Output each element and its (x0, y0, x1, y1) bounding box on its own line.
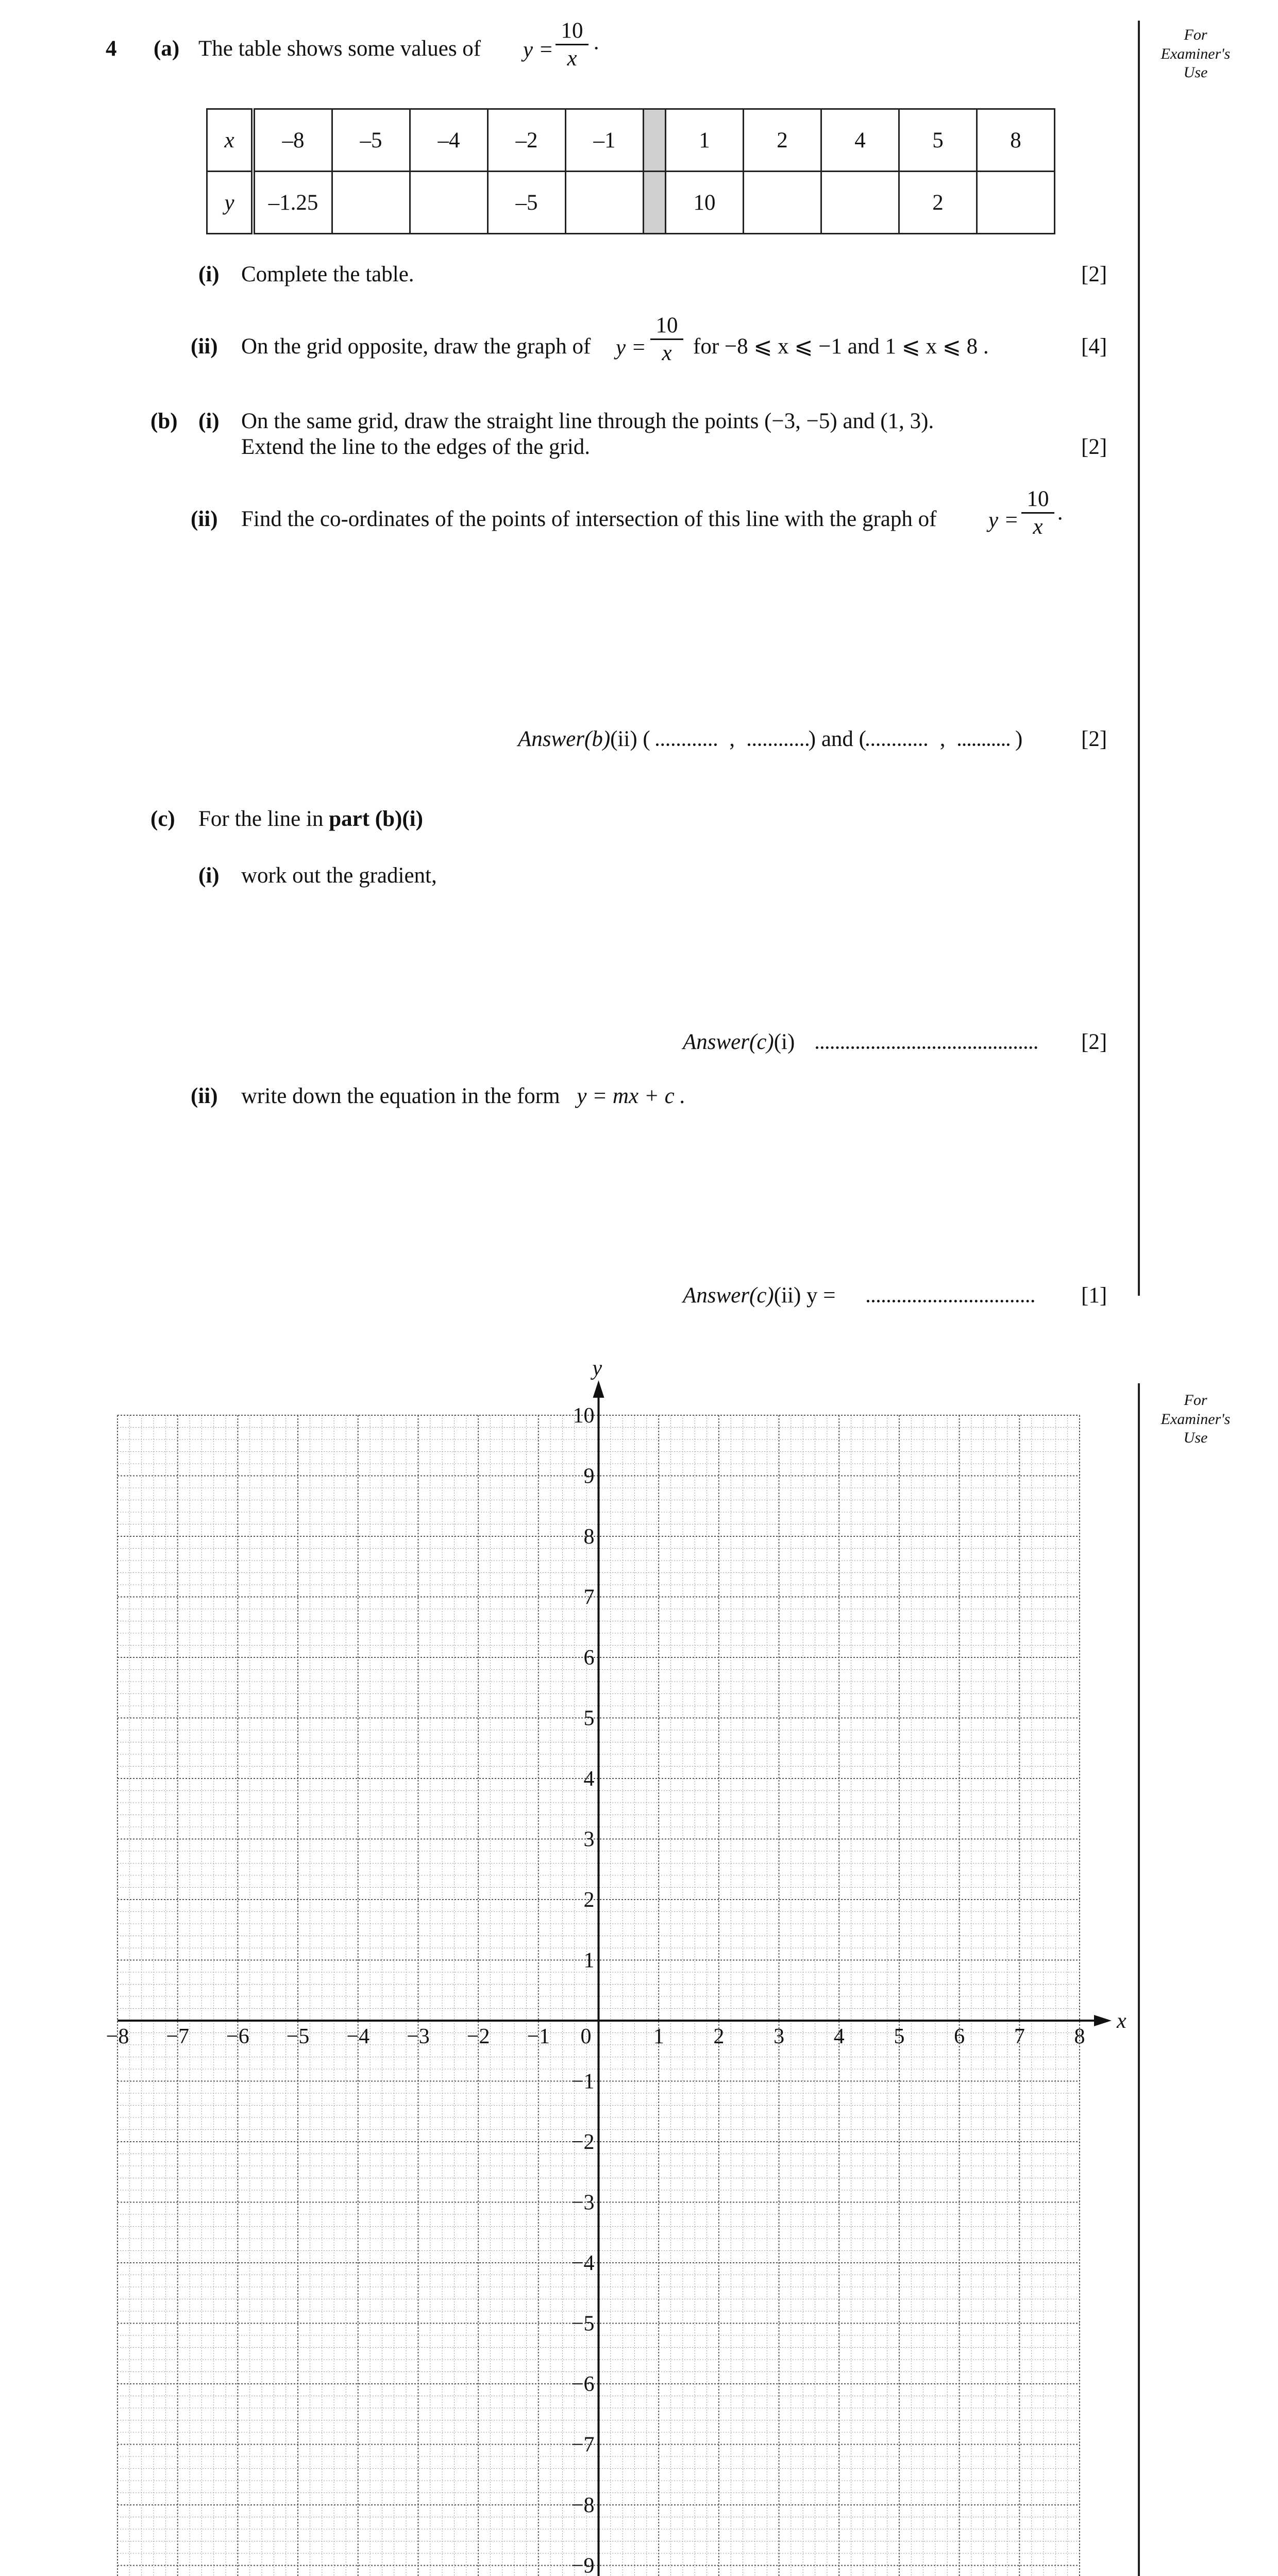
table-cell-y-blank[interactable] (977, 172, 1055, 234)
table-gap-cell (644, 109, 666, 172)
formula-denominator: x (662, 341, 672, 366)
answer-b-ii (518, 726, 1022, 752)
table-cell-y-blank[interactable] (821, 172, 899, 234)
y-tick-label: 6 (583, 1646, 595, 1670)
x-tick-label: 1 (653, 2025, 664, 2048)
x-tick-label: 5 (894, 2025, 905, 2048)
answer-comma: , (939, 727, 946, 751)
table-cell-y: 2 (899, 172, 977, 234)
formula-dot-a: · (593, 37, 600, 61)
answer-comma: , (729, 727, 735, 751)
formula-numerator: 10 (655, 313, 678, 337)
fraction-bar (556, 44, 588, 45)
formula-denominator: x (567, 46, 577, 71)
table-cell-y-blank[interactable] (332, 172, 410, 234)
table-row-x (207, 109, 1055, 172)
table-row-y (207, 172, 1055, 234)
y-tick-label: −2 (571, 2130, 595, 2154)
x-tick-label: 8 (1074, 2025, 1085, 2048)
formula-fraction-a-ii (650, 313, 683, 366)
y-tick-label: −1 (571, 2070, 595, 2094)
answer-blank[interactable] (866, 743, 927, 746)
part-c-i-label: (i) (198, 863, 220, 888)
examiner-use-label-bottom: For Examiner's Use (1161, 1392, 1231, 1447)
answer-c-ii (683, 1283, 1034, 1308)
y-tick-label: 10 (573, 1404, 595, 1428)
y-tick-label: 1 (583, 1948, 595, 1973)
y-tick-label: 9 (583, 1464, 595, 1488)
part-c-ii-form: y = mx + c . (577, 1084, 686, 1108)
table-cell-x: –5 (332, 109, 410, 172)
formula-dot-b-ii: · (1056, 507, 1064, 531)
formula-fraction-a (556, 19, 588, 71)
part-c-ii-label: (ii) (191, 1084, 218, 1108)
part-c-intro (198, 806, 423, 832)
part-c-i-marks: [2] (1081, 1030, 1107, 1054)
part-b-i-label: (i) (198, 409, 220, 433)
x-tick-label: −1 (527, 2025, 550, 2048)
y-tick-label: −6 (571, 2372, 595, 2396)
y-tick-label: 3 (583, 1827, 595, 1852)
table-cell-x: –1 (566, 109, 644, 172)
part-b-i-marks: [2] (1081, 435, 1107, 459)
x-tick-label: −2 (466, 2025, 490, 2048)
answer-blank[interactable] (656, 743, 717, 746)
answer-part: (ii) y = (773, 1283, 836, 1308)
part-b-label: (b) (150, 409, 178, 433)
part-b-ii-label: (ii) (191, 507, 218, 531)
part-a-i-label: (i) (198, 262, 220, 286)
x-tick-label: 2 (713, 2025, 725, 2048)
table-header-x: x (207, 109, 254, 172)
table-cell-x: 2 (744, 109, 821, 172)
y-tick-label: −5 (571, 2312, 595, 2336)
y-tick-label: 8 (583, 1525, 595, 1549)
part-a-ii-label: (ii) (191, 334, 218, 359)
part-b-ii-text: Find the co-ordinates of the points of intersection of this line with the graph of (241, 507, 937, 531)
examiner-use-label-top: For Examiner's Use (1161, 26, 1231, 81)
part-c-intro-ref: part (b)(i) (329, 807, 423, 831)
table-cell-y: –1.25 (253, 172, 332, 234)
part-a-ii-text: On the grid opposite, draw the graph of (241, 334, 591, 359)
answer-c-i (683, 1029, 1037, 1055)
answer-close: ) (1015, 727, 1023, 751)
table-cell-x: –2 (488, 109, 566, 172)
y-tick-label: −7 (571, 2433, 595, 2457)
x-tick-label: −7 (166, 2025, 190, 2048)
part-a-i-text: Complete the table. (241, 262, 414, 286)
answer-blank[interactable] (958, 743, 1010, 746)
formula-denominator: x (1033, 515, 1043, 539)
formula-lhs-b-ii: y = (988, 508, 1019, 532)
table-cell-y-blank[interactable] (410, 172, 488, 234)
fraction-bar (650, 338, 683, 340)
answer-blank[interactable] (816, 1046, 1037, 1049)
x-tick-label: −3 (407, 2025, 430, 2048)
y-tick-label: 2 (583, 1888, 595, 1912)
formula-numerator: 10 (561, 19, 583, 43)
table-cell-x: –4 (410, 109, 488, 172)
part-b-i-line2: Extend the line to the edges of the grid. (241, 435, 591, 459)
question-number: 4 (106, 37, 117, 61)
x-axis-arrow (1094, 2015, 1112, 2026)
answer-and: ) and ( (808, 727, 866, 751)
graph-grid[interactable] (0, 1360, 1149, 2576)
table-gap-cell (644, 172, 666, 234)
part-c-intro-text: For the line in (198, 807, 324, 831)
y-axis-label: y (592, 1360, 602, 1380)
table-cell-y: 10 (666, 172, 744, 234)
x-tick-label: 7 (1014, 2025, 1025, 2048)
part-a-label: (a) (154, 37, 180, 61)
table-cell-x: 4 (821, 109, 899, 172)
part-c-ii-prompt: write down the equation in the form (241, 1084, 560, 1108)
formula-fraction-b-ii (1021, 487, 1054, 539)
x-tick-label: 4 (833, 2025, 845, 2048)
part-b-ii-marks: [2] (1081, 727, 1107, 751)
answer-part: (ii) ( (610, 727, 650, 751)
part-c-ii-marks: [1] (1081, 1283, 1107, 1308)
y-tick-label: −9 (571, 2554, 595, 2576)
part-c-ii-text (241, 1083, 685, 1109)
x-tick-label: −5 (286, 2025, 310, 2048)
part-c-i-text: work out the gradient, (241, 863, 437, 888)
formula-numerator: 10 (1027, 487, 1049, 511)
y-tick-label: 4 (583, 1767, 595, 1791)
x-tick-label: 6 (954, 2025, 965, 2048)
x-tick-label: −8 (106, 2025, 129, 2048)
part-b-i-line1: On the same grid, draw the straight line through the points (−3, −5) and (1, 3). (241, 409, 934, 433)
part-a-ii-range: for −8 ⩽ x ⩽ −1 and 1 ⩽ x ⩽ 8 . (693, 334, 989, 359)
part-a-intro: The table shows some values of (198, 37, 481, 61)
values-table (206, 108, 1055, 234)
y-tick-label: −4 (571, 2251, 595, 2275)
table-header-y: y (207, 172, 254, 234)
table-cell-y-blank[interactable] (566, 172, 644, 234)
y-tick-label: 5 (583, 1706, 595, 1731)
answer-blank[interactable] (748, 743, 809, 746)
table-cell-x: 1 (666, 109, 744, 172)
answer-prefix: Answer(b) (518, 727, 611, 751)
table-cell-x: 5 (899, 109, 977, 172)
y-tick-label: 7 (583, 1585, 595, 1609)
part-a-ii-marks: [4] (1081, 334, 1107, 359)
formula-lhs-a-ii: y = (616, 335, 646, 360)
answer-prefix: Answer(c) (683, 1030, 774, 1054)
table-cell-y-blank[interactable] (744, 172, 821, 234)
x-tick-label: −6 (226, 2025, 249, 2048)
answer-prefix: Answer(c) (683, 1283, 774, 1308)
formula-lhs-a: y = (523, 38, 553, 62)
x-axis-label: x (1117, 2009, 1126, 2033)
table-cell-x: 8 (977, 109, 1055, 172)
y-tick-label: −3 (571, 2191, 595, 2215)
table-cell-x: –8 (253, 109, 332, 172)
answer-part: (i) (773, 1030, 795, 1054)
x-tick-label: 0 (580, 2025, 592, 2048)
table-cell-y: –5 (488, 172, 566, 234)
x-tick-label: 3 (773, 2025, 785, 2048)
y-axis-arrow (593, 1380, 604, 1398)
margin-rule-top (1138, 21, 1140, 1296)
part-a-i-marks: [2] (1081, 262, 1107, 286)
x-tick-label: −4 (346, 2025, 370, 2048)
part-c-label: (c) (150, 807, 175, 831)
answer-blank[interactable] (867, 1300, 1034, 1302)
y-tick-label: −8 (571, 2494, 595, 2517)
fraction-bar (1021, 512, 1054, 514)
